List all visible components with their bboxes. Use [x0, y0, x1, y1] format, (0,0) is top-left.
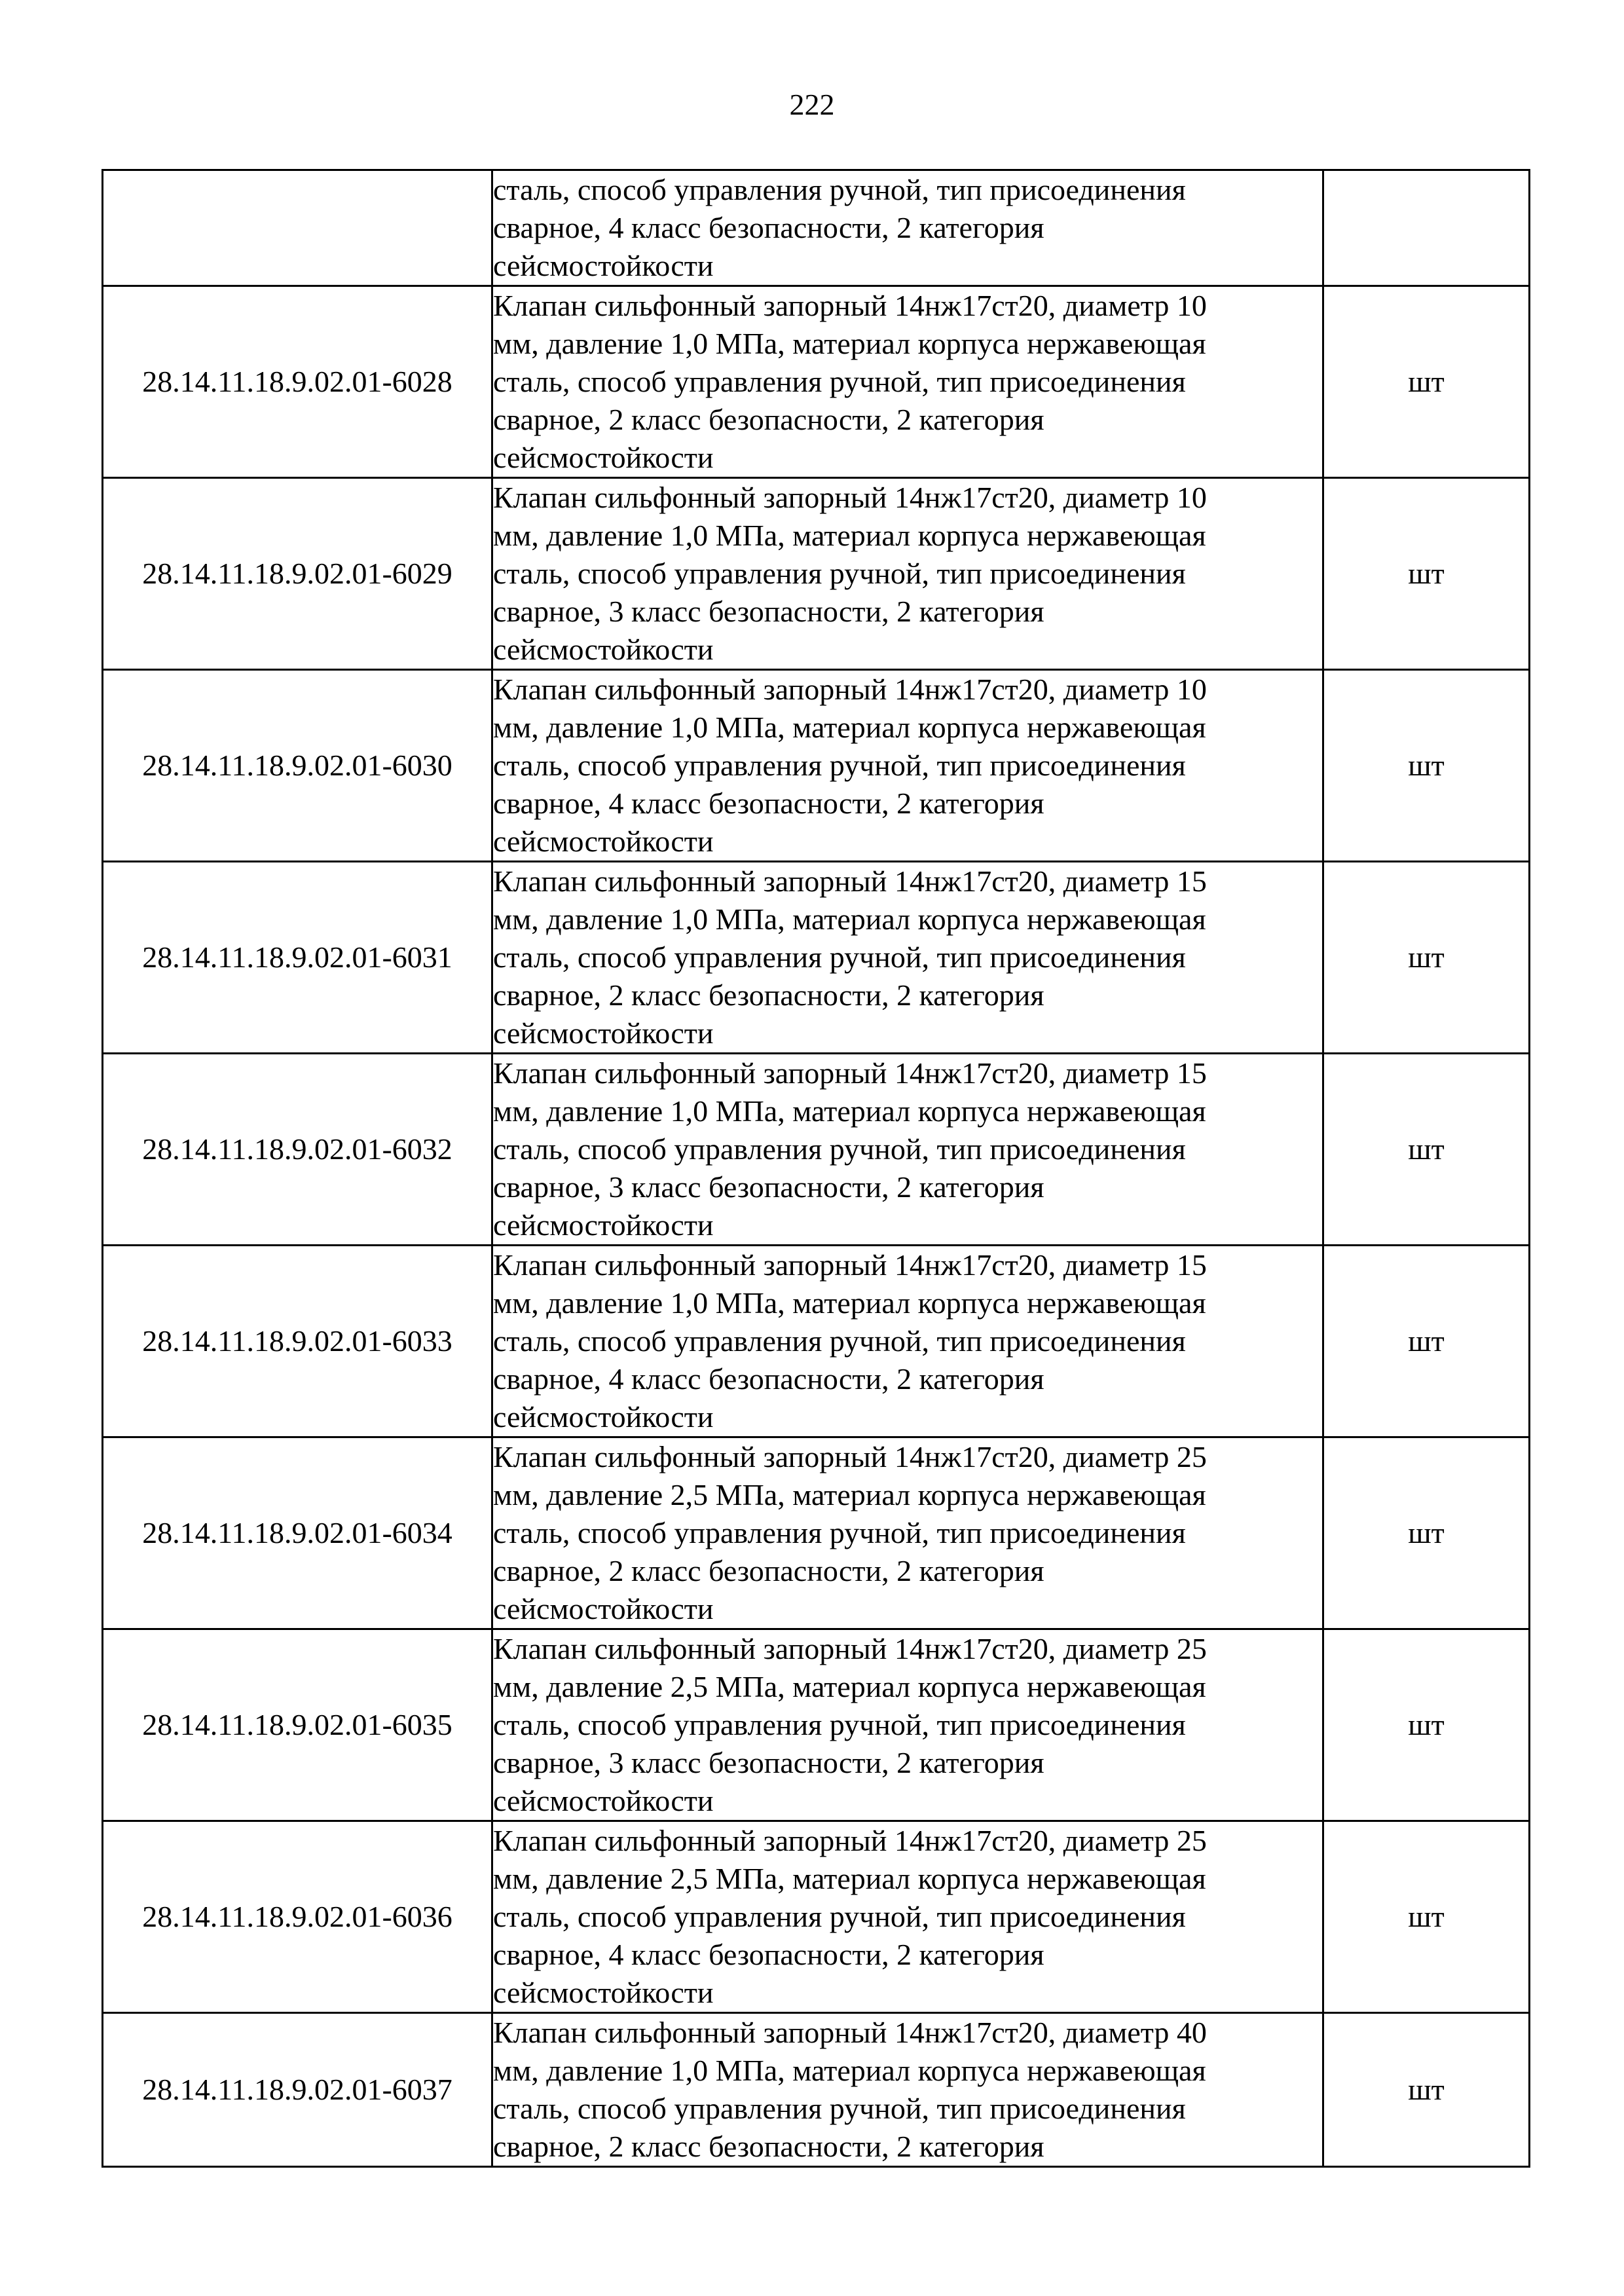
table-row: [103, 2013, 1530, 2167]
description-line: Клапан сильфонный запорный 14нж17ст20, диаметр 10: [493, 481, 1207, 514]
description-cell: [492, 2013, 1323, 2167]
description-line: сталь, способ управления ручной, тип присоединения: [493, 557, 1186, 590]
description-cell: [492, 1821, 1323, 2013]
description-line: сталь, способ управления ручной, тип присоединения: [493, 173, 1186, 206]
code-cell: 28.14.11.18.9.02.01-6035: [103, 1629, 492, 1821]
description-cell: [492, 1629, 1323, 1821]
description-line: мм, давление 1,0 МПа, материал корпуса нержавеющая: [493, 711, 1206, 744]
description-line: Клапан сильфонный запорный 14нж17ст20, диаметр 15: [493, 864, 1207, 898]
description-line: мм, давление 2,5 МПа, материал корпуса нержавеющая: [493, 1862, 1206, 1895]
description-cell: [492, 670, 1323, 862]
unit-cell: шт: [1323, 670, 1530, 862]
unit-cell: шт: [1323, 1246, 1530, 1437]
code-cell: 28.14.11.18.9.02.01-6030: [103, 670, 492, 862]
description-line: сейсмостойкости: [493, 1592, 714, 1625]
description-line: сталь, способ управления ручной, тип присоединения: [493, 1516, 1186, 1549]
description-line: сварное, 4 класс безопасности, 2 категория: [493, 211, 1044, 244]
description-cell: [492, 1054, 1323, 1246]
description-cell: [492, 1437, 1323, 1629]
description-line: мм, давление 1,0 МПа, материал корпуса нержавеющая: [493, 2054, 1206, 2087]
page-number: 222: [789, 88, 835, 121]
description-cell: [492, 170, 1323, 286]
description-line: сейсмостойкости: [493, 824, 714, 858]
table-row: [103, 862, 1530, 1054]
table-row: [103, 1437, 1530, 1629]
description-line: Клапан сильфонный запорный 14нж17ст20, диаметр 40: [493, 2016, 1207, 2049]
description-line: мм, давление 1,0 МПа, материал корпуса нержавеющая: [493, 1286, 1206, 1320]
description-line: сейсмостойкости: [493, 1016, 714, 1050]
description-line: сварное, 2 класс безопасности, 2 категория: [493, 403, 1044, 436]
description-line: Клапан сильфонный запорный 14нж17ст20, диаметр 25: [493, 1440, 1207, 1473]
table-row: [103, 1821, 1530, 2013]
resource-table: [101, 169, 1530, 2168]
table-row: [103, 1246, 1530, 1437]
description-line: сварное, 2 класс безопасности, 2 категория: [493, 2130, 1044, 2163]
table-row: [103, 1629, 1530, 1821]
description-cell: [492, 862, 1323, 1054]
description-line: сталь, способ управления ручной, тип присоединения: [493, 1708, 1186, 1741]
description-cell: [492, 478, 1323, 670]
code-cell: 28.14.11.18.9.02.01-6029: [103, 478, 492, 670]
description-line: сталь, способ управления ручной, тип присоединения: [493, 940, 1186, 974]
description-line: мм, давление 1,0 МПа, материал корпуса нержавеющая: [493, 902, 1206, 936]
description-line: сварное, 3 класс безопасности, 2 категория: [493, 1746, 1044, 1779]
description-line: Клапан сильфонный запорный 14нж17ст20, диаметр 15: [493, 1248, 1207, 1282]
description-line: сталь, способ управления ручной, тип присоединения: [493, 365, 1186, 398]
description-line: Клапан сильфонный запорный 14нж17ст20, диаметр 25: [493, 1824, 1207, 1857]
code-cell: 28.14.11.18.9.02.01-6036: [103, 1821, 492, 2013]
code-cell: 28.14.11.18.9.02.01-6028: [103, 286, 492, 478]
unit-cell: шт: [1323, 1821, 1530, 2013]
description-line: сварное, 3 класс безопасности, 2 категория: [493, 595, 1044, 628]
description-line: Клапан сильфонный запорный 14нж17ст20, диаметр 10: [493, 673, 1207, 706]
description-line: сейсмостойкости: [493, 249, 714, 282]
unit-cell: шт: [1323, 1437, 1530, 1629]
description-line: сварное, 2 класс безопасности, 2 категория: [493, 1554, 1044, 1587]
code-cell: 28.14.11.18.9.02.01-6037: [103, 2013, 492, 2167]
unit-cell: шт: [1323, 862, 1530, 1054]
table-row-continuation: [103, 170, 1530, 286]
description-line: сейсмостойкости: [493, 1400, 714, 1434]
description-cell: [492, 286, 1323, 478]
description-cell: [492, 1246, 1323, 1437]
description-line: сварное, 4 класс безопасности, 2 категория: [493, 1938, 1044, 1971]
description-line: сталь, способ управления ручной, тип присоединения: [493, 2092, 1186, 2125]
description-line: сталь, способ управления ручной, тип присоединения: [493, 1324, 1186, 1358]
code-cell: 28.14.11.18.9.02.01-6032: [103, 1054, 492, 1246]
unit-cell: шт: [1323, 286, 1530, 478]
description-line: сталь, способ управления ручной, тип присоединения: [493, 1900, 1186, 1933]
description-line: сейсмостойкости: [493, 441, 714, 474]
description-line: мм, давление 1,0 МПа, материал корпуса нержавеющая: [493, 519, 1206, 552]
unit-cell: шт: [1323, 1629, 1530, 1821]
description-line: Клапан сильфонный запорный 14нж17ст20, диаметр 25: [493, 1632, 1207, 1665]
description-line: Клапан сильфонный запорный 14нж17ст20, диаметр 10: [493, 289, 1207, 322]
description-line: мм, давление 1,0 МПа, материал корпуса нержавеющая: [493, 1094, 1206, 1128]
description-line: сейсмостойкости: [493, 1208, 714, 1242]
code-cell: 28.14.11.18.9.02.01-6033: [103, 1246, 492, 1437]
code-cell: 28.14.11.18.9.02.01-6031: [103, 862, 492, 1054]
description-line: сварное, 2 класс безопасности, 2 категория: [493, 978, 1044, 1012]
description-line: мм, давление 2,5 МПа, материал корпуса нержавеющая: [493, 1478, 1206, 1511]
description-line: сварное, 4 класс безопасности, 2 категория: [493, 1362, 1044, 1396]
description-line: сейсмостойкости: [493, 1784, 714, 1817]
unit-cell: шт: [1323, 478, 1530, 670]
description-line: сейсмостойкости: [493, 1976, 714, 2009]
unit-cell: [1323, 170, 1530, 286]
table-row: [103, 286, 1530, 478]
table-row: [103, 478, 1530, 670]
unit-cell: шт: [1323, 2013, 1530, 2167]
unit-cell: шт: [1323, 1054, 1530, 1246]
description-line: Клапан сильфонный запорный 14нж17ст20, диаметр 15: [493, 1056, 1207, 1090]
description-line: сталь, способ управления ручной, тип присоединения: [493, 749, 1186, 782]
description-line: сварное, 3 класс безопасности, 2 категория: [493, 1170, 1044, 1204]
description-line: сталь, способ управления ручной, тип присоединения: [493, 1132, 1186, 1166]
code-cell: [103, 170, 492, 286]
description-line: мм, давление 2,5 МПа, материал корпуса нержавеющая: [493, 1670, 1206, 1703]
code-cell: 28.14.11.18.9.02.01-6034: [103, 1437, 492, 1629]
description-line: сварное, 4 класс безопасности, 2 категория: [493, 787, 1044, 820]
description-line: сейсмостойкости: [493, 633, 714, 666]
description-line: мм, давление 1,0 МПа, материал корпуса нержавеющая: [493, 327, 1206, 360]
table-row: [103, 670, 1530, 862]
table-row: [103, 1054, 1530, 1246]
